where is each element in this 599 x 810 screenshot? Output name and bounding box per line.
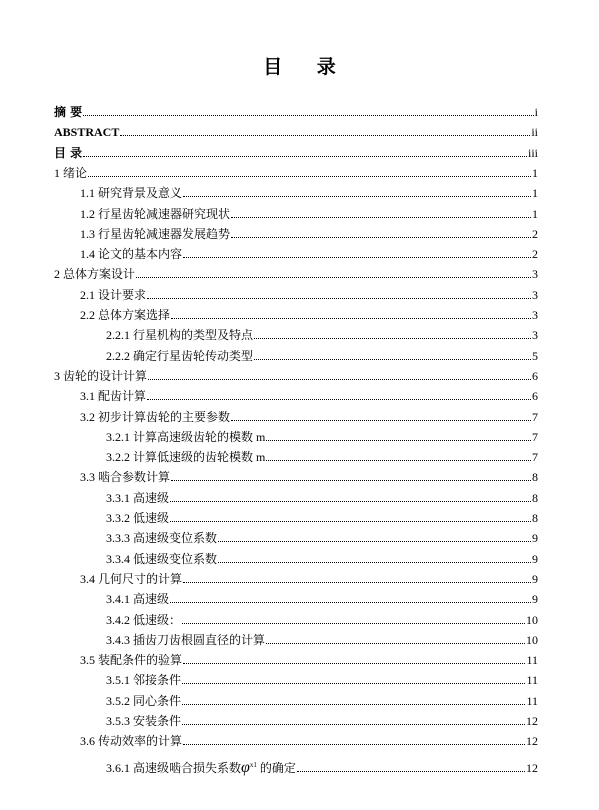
toc-page-number: 11 (526, 653, 538, 668)
toc-entry-label: 1 绪论 (54, 165, 88, 180)
toc-entry[interactable] (80, 384, 538, 404)
toc-entry[interactable] (106, 587, 538, 607)
toc-entry-label: 3.5 装配条件的验算 (80, 653, 183, 668)
dot-leader (171, 318, 531, 319)
phi-symbol: φ (241, 758, 250, 776)
toc-page-number: iii (527, 145, 538, 160)
toc-page-number: 8 (532, 470, 538, 485)
toc-entry[interactable] (80, 648, 538, 668)
toc-entry[interactable] (54, 161, 538, 181)
dot-leader (148, 379, 531, 380)
toc-entry-label: ABSTRACT (54, 125, 120, 140)
toc-entry-label: 1.3 行星齿轮减速器发展趋势 (80, 226, 231, 241)
toc-entry[interactable] (80, 202, 538, 222)
toc-entry-label: 3.2.1 计算高速级齿轮的模数 m (106, 429, 266, 444)
toc-entry[interactable] (54, 141, 538, 161)
toc-entry-label: 2.2.2 确定行星齿轮传动类型 (106, 348, 254, 363)
toc-entry-label: 1.4 论文的基本内容 (80, 247, 183, 262)
dot-leader (182, 704, 525, 705)
toc-entry-label: 2.1 设计要求 (80, 287, 147, 302)
toc-page-number: 2 (532, 247, 538, 262)
toc-entry-label: 2.2 总体方案选择 (80, 308, 171, 322)
toc-page-number: 5 (532, 348, 538, 363)
dot-leader (147, 298, 531, 299)
toc-page-number: 9 (532, 531, 538, 546)
dot-leader (120, 135, 530, 136)
toc-entry[interactable] (80, 405, 538, 425)
toc-entry-label: 3.2 初步计算齿轮的主要参数 (80, 409, 231, 424)
toc-entry[interactable] (80, 242, 538, 262)
dot-leader (266, 460, 531, 461)
toc-entry[interactable] (106, 689, 538, 709)
toc-entry-label: 3.1 配齿计算 (80, 389, 147, 404)
toc-page-number: 7 (532, 409, 538, 424)
dot-leader (171, 480, 531, 481)
dot-leader (83, 115, 533, 116)
toc-page-number: 6 (532, 368, 538, 383)
toc-page-number: 7 (532, 450, 538, 465)
dot-leader (266, 643, 525, 644)
dot-leader (254, 359, 531, 360)
toc-entry[interactable] (80, 283, 538, 303)
toc-page-number: i (534, 105, 538, 119)
toc-entry[interactable] (106, 425, 538, 445)
toc-entry-label: 3.2.2 计算低速级的齿轮模数 m (106, 450, 266, 465)
toc-entry[interactable] (106, 608, 538, 628)
toc-entry[interactable] (106, 344, 538, 364)
toc-page-number: 11 (526, 673, 538, 688)
toc-page-number: 2 (532, 226, 538, 241)
toc-entry[interactable] (80, 567, 538, 587)
toc-entry[interactable] (80, 729, 538, 749)
toc-entry-label: 2.2.1 行星机构的类型及特点 (106, 328, 254, 343)
toc-entry-label: 3.4.3 插齿刀齿根圆直径的计算 (106, 632, 266, 647)
toc-entry-label: 3.3.3 高速级变位系数 (106, 531, 218, 546)
dot-leader (231, 237, 531, 238)
dot-leader (218, 562, 531, 563)
toc-entry[interactable] (80, 303, 538, 323)
toc-entry-label: 3.3 啮合参数计算 (80, 470, 171, 485)
toc-entry[interactable] (106, 506, 538, 526)
toc-entry-label: 1.2 行星齿轮减速器研究现状 (80, 206, 231, 221)
toc-entry-label: 3.4 几何尺寸的计算 (80, 571, 183, 586)
toc-entry[interactable] (106, 547, 538, 567)
toc-page-number: 11 (526, 693, 538, 708)
phi-superscript: x1 (249, 760, 257, 769)
dot-leader (231, 420, 531, 421)
toc-entry-label: 3.5.2 同心条件 (106, 693, 182, 708)
dot-leader (183, 257, 531, 258)
toc-entry[interactable] (106, 709, 538, 729)
toc-entry[interactable] (54, 262, 538, 282)
toc-entry-label: 3.3.4 低速级变位系数 (106, 551, 218, 566)
dot-leader (183, 744, 525, 745)
toc-entry-label: 摘 要 (54, 105, 83, 119)
toc-page-number: 12 (526, 734, 538, 749)
toc-entry[interactable] (80, 465, 538, 485)
toc-entry[interactable] (106, 756, 538, 776)
toc-page-number: 3 (532, 328, 538, 343)
toc-entry-label: 1.1 研究背景及意义 (80, 186, 183, 201)
dot-leader (254, 338, 531, 339)
toc-entry-label: 目 录 (54, 145, 83, 160)
toc-page-number: ii (531, 125, 538, 140)
dot-leader (183, 582, 531, 583)
toc-entry[interactable] (54, 100, 538, 120)
toc-entry-label: 3.4.2 低速级： (106, 612, 182, 627)
dot-leader (147, 399, 531, 400)
toc-entry[interactable] (106, 323, 538, 343)
dot-leader (83, 156, 527, 157)
toc-page-number: 9 (532, 571, 538, 586)
toc-page-number: 6 (532, 389, 538, 404)
toc-entry[interactable] (106, 526, 538, 546)
dot-leader (231, 217, 531, 218)
dot-leader (183, 196, 531, 197)
toc-entry-label: 3.4.1 高速级 (106, 592, 170, 607)
toc-entry[interactable] (54, 364, 538, 384)
toc-entry[interactable] (80, 222, 538, 242)
dot-leader (170, 501, 531, 502)
page-title: 目 录 (263, 56, 350, 78)
toc-page-number: 1 (532, 165, 538, 180)
dot-leader (218, 541, 531, 542)
toc-entry[interactable] (106, 486, 538, 506)
toc-entry[interactable] (106, 445, 538, 465)
dot-leader (183, 663, 525, 664)
dot-leader (182, 724, 525, 725)
toc-entry[interactable] (80, 181, 538, 201)
dot-leader (170, 521, 531, 522)
dot-leader (297, 771, 525, 772)
dot-leader (182, 623, 525, 624)
toc-page-number: 10 (526, 632, 538, 647)
toc-entry-label: 3.5.3 安装条件 (106, 714, 182, 728)
toc-entry-label: 2 总体方案设计 (54, 267, 136, 282)
toc-page-number: 9 (532, 592, 538, 607)
toc-page-number: 3 (532, 267, 538, 282)
toc-page-number: 10 (526, 612, 538, 627)
dot-leader (182, 683, 525, 684)
toc-page-number: 1 (532, 186, 538, 201)
toc-page-number: 12 (526, 760, 538, 775)
toc-entry-label: 3.6.1 高速级啮合损失系数$\varphi^{x1}$ 的确定 (106, 758, 296, 776)
toc-page-number: 3 (532, 287, 538, 302)
toc-page-number: 8 (532, 511, 538, 525)
dot-leader (88, 176, 531, 177)
toc-entry-label: 3.3.2 低速级 (106, 511, 170, 525)
toc-entry-label: 3.5.1 邻接条件 (106, 673, 182, 688)
toc-entry-label: 3 齿轮的设计计算 (54, 368, 148, 383)
toc-entry-label: 3.3.1 高速级 (106, 490, 170, 505)
toc-page-number: 8 (532, 490, 538, 505)
dot-leader (136, 277, 531, 278)
dot-leader (266, 440, 531, 441)
toc-page-number: 3 (532, 308, 538, 322)
toc-page-number: 12 (526, 714, 538, 728)
toc-entry[interactable] (54, 120, 538, 140)
toc-page-number: 9 (532, 551, 538, 566)
toc-page-number: 1 (532, 206, 538, 221)
toc-entry[interactable] (106, 628, 538, 648)
dot-leader (170, 602, 531, 603)
toc-entry-label: 3.6 传动效率的计算 (80, 734, 183, 749)
toc-entry[interactable] (106, 668, 538, 688)
toc-page-number: 7 (532, 429, 538, 444)
